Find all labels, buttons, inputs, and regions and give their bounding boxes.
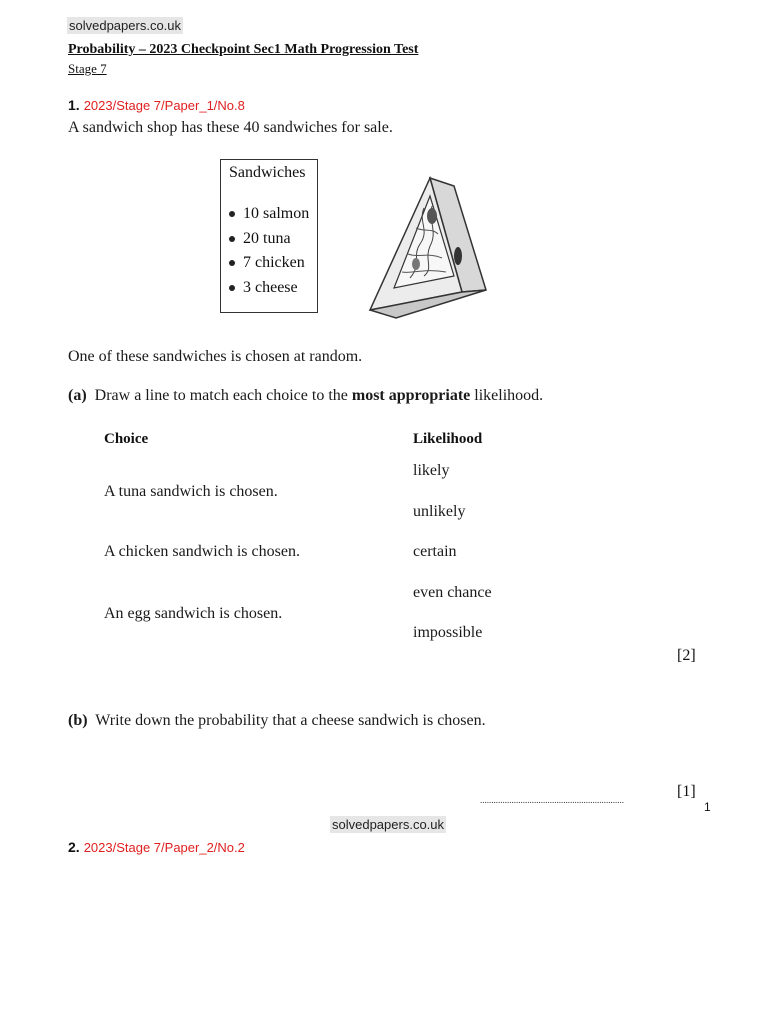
question-number: 2. (68, 839, 80, 855)
bullet-icon (229, 260, 235, 266)
sandwich-list (229, 202, 309, 300)
question-reference: 2023/Stage 7/Paper_1/No.8 (83, 98, 245, 113)
choice-item: A chicken sandwich is chosen. (104, 543, 300, 560)
list-item: 7 chicken (229, 251, 309, 276)
part-b-label: (b) (68, 712, 88, 729)
question-2-heading (68, 839, 245, 857)
question-1-heading (68, 97, 245, 115)
part-a-prompt: (a) Draw a line to match each choice to the most appropriate likelihood. (68, 387, 544, 404)
site-watermark: solvedpapers.co.uk (69, 18, 182, 33)
box-title: Sandwiches (229, 164, 306, 181)
part-b-prompt: (b) Write down the probability that a cheese sandwich is chosen. (68, 712, 486, 729)
page-title: Probability – 2023 Checkpoint Sec1 Math Progression Test (68, 42, 419, 57)
question-intro: A sandwich shop has these 40 sandwiches for sale. (68, 119, 393, 136)
part-a-marks: [2] (677, 647, 696, 664)
footer-watermark: solvedpapers.co.uk (332, 817, 445, 832)
choice-item: A tuna sandwich is chosen. (104, 483, 278, 500)
likelihood-item: likely (413, 462, 450, 479)
random-choice-text: One of these sandwiches is chosen at random. (68, 348, 363, 365)
sandwich-list-box (220, 159, 318, 313)
bullet-icon (229, 236, 235, 242)
answer-line[interactable]: ................................................................ (480, 795, 624, 805)
part-b-marks: [1] (677, 783, 696, 800)
stage-label: Stage 7 (68, 61, 107, 76)
likelihood-item: unlikely (413, 503, 466, 520)
bullet-icon (229, 285, 235, 291)
likelihood-item: even chance (413, 584, 492, 601)
choice-header: Choice (104, 431, 149, 447)
question-number: 1. (68, 97, 80, 113)
list-item: 3 cheese (229, 276, 309, 301)
bullet-icon (229, 211, 235, 217)
page-number: 1 (704, 800, 711, 814)
part-a-label: (a) (68, 387, 87, 404)
list-item: 20 tuna (229, 227, 309, 252)
sandwich-icon (358, 172, 492, 322)
choice-item: An egg sandwich is chosen. (104, 605, 283, 622)
likelihood-header: Likelihood (413, 431, 483, 447)
likelihood-item: certain (413, 543, 457, 560)
list-item: 10 salmon (229, 202, 309, 227)
question-reference: 2023/Stage 7/Paper_2/No.2 (83, 840, 245, 855)
likelihood-item: impossible (413, 624, 483, 641)
